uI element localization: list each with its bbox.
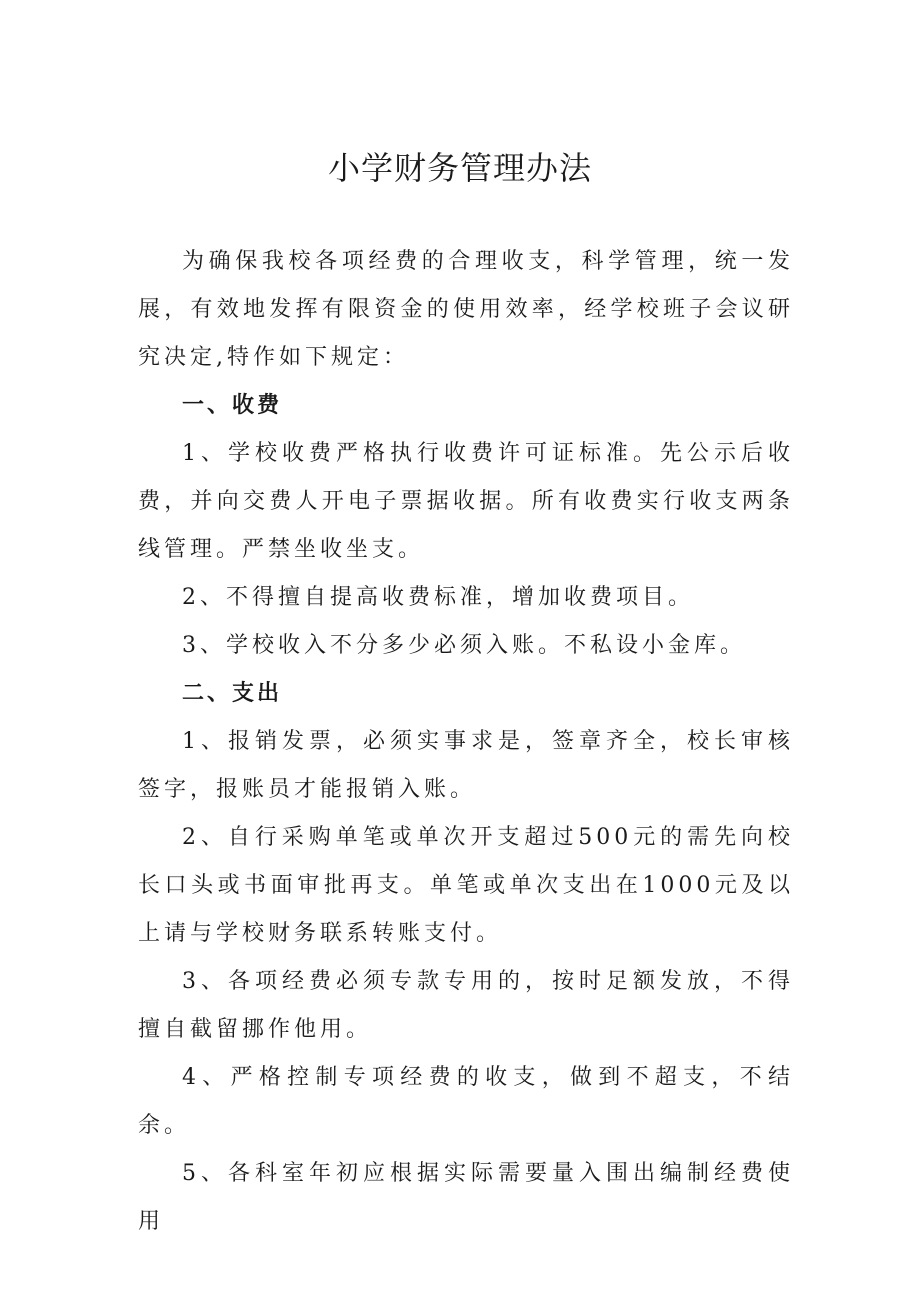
expenditure-item-5: 5、各科室年初应根据实际需要量入围出编制经费使用 <box>138 1161 794 1234</box>
expenditure-item-2: 2、自行采购单笔或单次开支超过500元的需先向校长口头或书面审批再支。单笔或单次支出在1000元及以上请与学校财务联系转账支付。 <box>138 825 794 946</box>
income-item-3: 3、学校收入不分多少必须入账。不私设小金库。 <box>182 633 746 658</box>
document-body <box>138 238 794 1246</box>
income-item-2: 2、不得擅自提高收费标准，增加收费项目。 <box>182 585 694 610</box>
section-heading-expenditure: 二、支出 <box>182 681 283 706</box>
expenditure-item-1: 1、报销发票，必须实事求是，签章齐全，校长审核签字，报账员才能报销入账。 <box>138 729 794 802</box>
expenditure-item-3: 3、各项经费必须专款专用的，按时足额发放，不得擅自截留挪作他用。 <box>138 969 794 1042</box>
expenditure-item-4: 4、严格控制专项经费的收支，做到不超支，不结余。 <box>138 1065 794 1138</box>
income-item-1: 1、学校收费严格执行收费许可证标准。先公示后收费，并向交费人开电子票据收据。所有收费实行收支两条线管理。严禁坐收坐支。 <box>138 441 794 562</box>
section-heading-income: 一、收费 <box>182 393 283 418</box>
document-title: 小学财务管理办法 <box>327 149 592 187</box>
intro-paragraph: 为确保我校各项经费的合理收支，科学管理，统一发展，有效地发挥有限资金的使用效率，经学校班子会议研究决定,特作如下规定： <box>138 249 794 370</box>
